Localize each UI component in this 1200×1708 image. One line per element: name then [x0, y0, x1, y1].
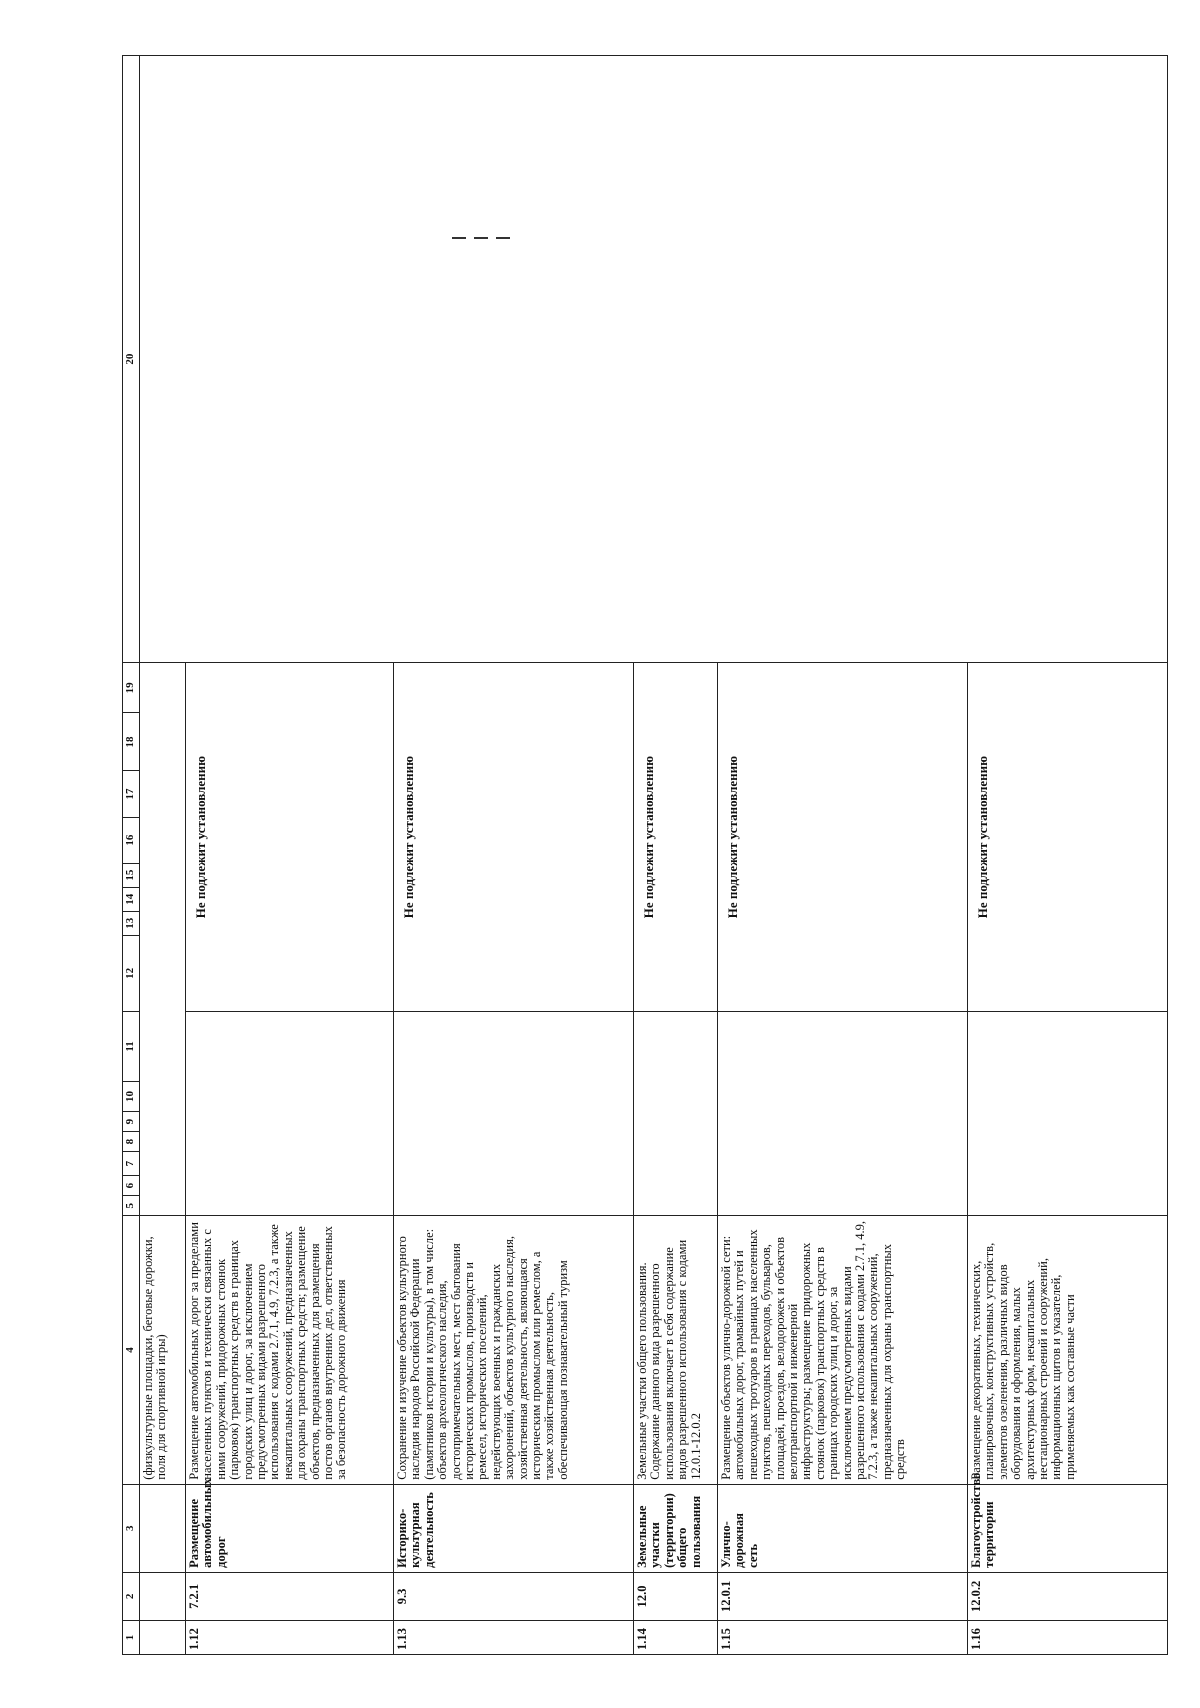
- continuation-text: (физкультурные площадки, беговые дорожки, поля для спортивной игры): [140, 1216, 186, 1485]
- header-cell: 4: [123, 1216, 140, 1485]
- empty-cell: [968, 1011, 1168, 1215]
- header-cell: 17: [123, 771, 140, 817]
- header-cell: 7: [123, 1152, 140, 1176]
- scan-dash-marks: [452, 226, 522, 228]
- header-cell: 3: [123, 1484, 140, 1572]
- header-cell: 5: [123, 1196, 140, 1216]
- header-cell: 1: [123, 1620, 140, 1654]
- row-note: Не подлежит установлению: [394, 663, 634, 1012]
- empty-cell: [718, 1011, 968, 1215]
- empty-cell: [186, 1011, 394, 1215]
- header-cell: 10: [123, 1082, 140, 1112]
- row-name: Улично-дорожная сеть: [718, 1484, 968, 1572]
- continuation-row: [140, 56, 186, 1655]
- row-description: Земельные участки общего пользования. Содержание данного вида разрешенного использования включает в себя содержание видов разрешенного использования с кодами 12.0.1-12.0.2: [634, 1216, 718, 1485]
- rotated-table-container: [122, 55, 1167, 1655]
- row-code: 7.2.1: [186, 1572, 394, 1620]
- header-row: [123, 56, 140, 1655]
- row-name: Благоустройство территории: [968, 1484, 1168, 1572]
- row-name: Земельные участки (территории) общего пользования: [634, 1484, 718, 1572]
- row-name: Историко-культурная деятельность: [394, 1484, 634, 1572]
- header-cell: 9: [123, 1112, 140, 1132]
- row-description: Размещение автомобильных дорог за пределами населенных пунктов и технически связанных с ними сооружений, придорожных стоянок (парковок) транспортных средств в границах городских улиц и дорог, за исключением предусмотренных видами разрешенного использования с кодами 2.7.1, 4.9, 7.2.3, а также некапитальных сооружений, предназначенных для охраны транспортных средств; размещение объектов, предназначенных для размещения постов органов внутренних дел, ответственных за безопасность дорожного движения: [186, 1216, 394, 1485]
- row-note: Не подлежит установлению: [718, 663, 968, 1012]
- row-note: Не подлежит установлению: [968, 663, 1168, 1012]
- row-description: Размещение декоративных, технических, планировочных, конструктивных устройств, элементов озеленения, различных видов оборудования и оформления, малых архитектурных форм, некапитальных нестационарных строений и сооружений, информационных щитов и указателей, применяемых как составные части: [968, 1216, 1168, 1485]
- empty-cell: [140, 1484, 186, 1572]
- row-number: 1.13: [394, 1620, 634, 1654]
- header-cell: 20: [123, 56, 140, 663]
- empty-cell: [634, 1011, 718, 1215]
- header-cell: 14: [123, 887, 140, 911]
- row-description: Размещение объектов улично-дорожной сети: автомобильных дорог, трамвайных путей и пешеходных тротуаров в границах населенных пунктов, пешеходных переходов, бульваров, площадей, проездов, велодорожек и объектов велотранспортной и инженерной инфраструктуры; размещение придорожных стоянок (парковок) транспортных средств в границах городских улиц и дорог, за исключением предусмотренных видами разрешенного использования с кодами 2.7.1, 4.9, 7.2.3, а также некапитальных сооружений, предназначенных для охраны транспортных средств: [718, 1216, 968, 1485]
- empty-cell: [140, 1572, 186, 1620]
- row-name: Размещение автомобильных дорог: [186, 1484, 394, 1572]
- row-number: 1.12: [186, 1620, 394, 1654]
- header-cell: 15: [123, 863, 140, 887]
- header-cell: 11: [123, 1011, 140, 1081]
- zoning-table: [122, 55, 1168, 1655]
- empty-cell: [140, 1620, 186, 1654]
- row-code: 12.0.1: [718, 1572, 968, 1620]
- header-cell: 19: [123, 663, 140, 713]
- row-description: Сохранение и изучение объектов культурного наследия народов Российской Федерации (памятников истории и культуры), в том числе: объектов археологического наследия, достопримечательных мест, мест бытования исторических промыслов, производств и ремесел, исторических поселений, недействующих военных и гражданских захоронений, объектов культурного наследия, хозяйственная деятельность, являющаяся историческим промыслом или ремеслом, а также хозяйственная деятельность, обеспечивающая познавательный туризм: [394, 1216, 634, 1485]
- row-note: Не подлежит установлению: [634, 663, 718, 1012]
- row-note: Не подлежит установлению: [186, 663, 394, 1012]
- row-number: 1.15: [718, 1620, 968, 1654]
- empty-cell: [394, 1011, 634, 1215]
- row-code: 9.3: [394, 1572, 634, 1620]
- row-code: 12.0.2: [968, 1572, 1168, 1620]
- header-cell: 8: [123, 1132, 140, 1152]
- empty-cell: [140, 663, 186, 1216]
- header-cell: 18: [123, 713, 140, 771]
- header-cell: 6: [123, 1176, 140, 1196]
- column-20-cell: [140, 56, 1168, 663]
- header-cell: 2: [123, 1572, 140, 1620]
- header-cell: 12: [123, 935, 140, 1011]
- row-number: 1.14: [634, 1620, 718, 1654]
- row-number: 1.16: [968, 1620, 1168, 1654]
- header-cell: 16: [123, 817, 140, 863]
- header-cell: 13: [123, 911, 140, 935]
- row-code: 12.0: [634, 1572, 718, 1620]
